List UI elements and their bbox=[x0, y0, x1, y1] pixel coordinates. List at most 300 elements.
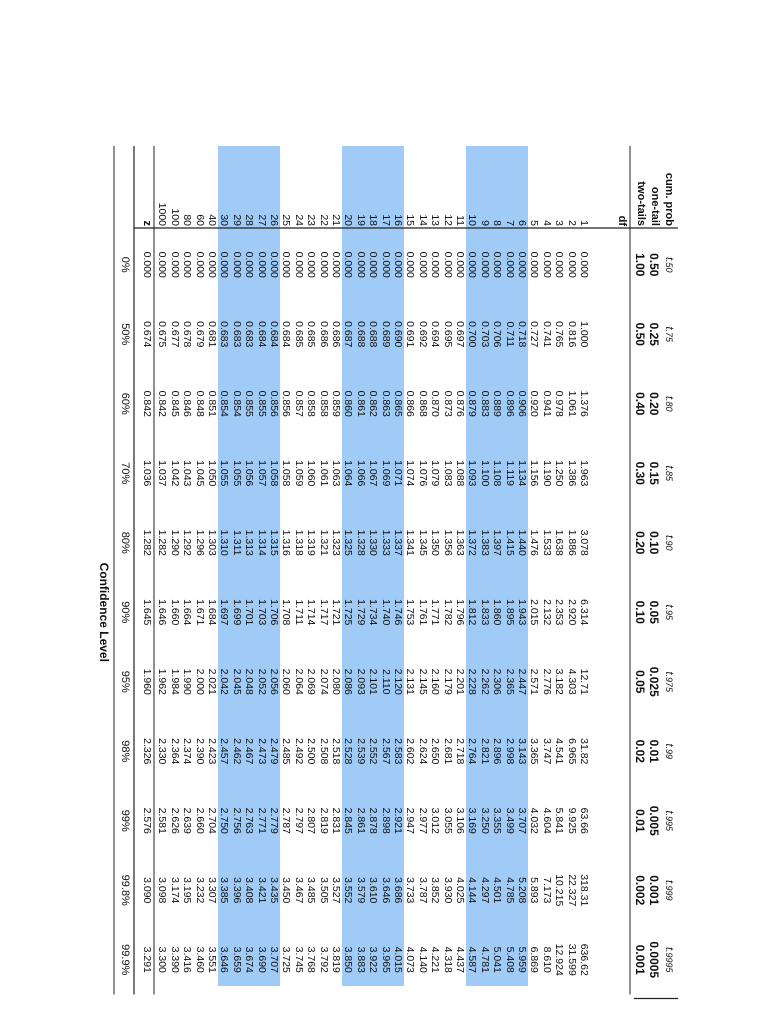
critical-value: 1.415 bbox=[503, 529, 516, 556]
critical-value: 3.390 bbox=[168, 946, 181, 973]
critical-value: 2.060 bbox=[280, 668, 293, 695]
critical-value: 1.190 bbox=[540, 460, 553, 487]
critical-value: 1.156 bbox=[528, 460, 541, 487]
critical-value: 31.599 bbox=[565, 943, 578, 976]
critical-value: 2.921 bbox=[392, 807, 404, 834]
critical-value: 1.314 bbox=[255, 529, 268, 556]
critical-value: 1.476 bbox=[528, 529, 541, 556]
critical-value: 1.043 bbox=[181, 460, 194, 487]
critical-value: 0.860 bbox=[342, 390, 355, 417]
critical-value: 3.307 bbox=[206, 877, 218, 904]
critical-value: 0.000 bbox=[578, 251, 590, 278]
critical-value: 1.061 bbox=[317, 460, 330, 487]
critical-value: 3.787 bbox=[416, 877, 429, 904]
critical-value: 2.120 bbox=[392, 668, 404, 695]
critical-value: 4.785 bbox=[503, 877, 516, 904]
two-tails-header: 0.01 bbox=[633, 809, 647, 833]
critical-value: 318.31 bbox=[578, 874, 590, 907]
critical-value: 2.500 bbox=[305, 738, 318, 765]
df-value: 11 bbox=[454, 215, 466, 226]
critical-value: 1.088 bbox=[454, 460, 466, 487]
critical-value: 0.703 bbox=[478, 321, 491, 348]
critical-value: 1.310 bbox=[218, 529, 231, 556]
critical-value: 0.688 bbox=[354, 321, 367, 348]
critical-value: 1.100 bbox=[478, 460, 491, 487]
critical-value: 2.624 bbox=[416, 738, 429, 765]
two-tails-header: 0.20 bbox=[633, 531, 647, 555]
critical-value: 2.764 bbox=[466, 738, 479, 765]
cum-prob-header bbox=[663, 257, 674, 273]
critical-value: 2.179 bbox=[441, 668, 454, 695]
cum-prob-subscript: .95 bbox=[664, 607, 674, 621]
critical-value: 2.492 bbox=[292, 738, 305, 765]
critical-value: 1.697 bbox=[218, 599, 231, 626]
cum-prob-subscript: .995 bbox=[664, 813, 674, 832]
critical-value: 2.583 bbox=[392, 738, 404, 765]
critical-value: 1.345 bbox=[416, 529, 429, 556]
critical-value: 2.093 bbox=[354, 668, 367, 695]
cum-prob-symbol: t bbox=[663, 395, 675, 400]
critical-value: 2.581 bbox=[156, 807, 169, 834]
critical-value: 5.041 bbox=[491, 946, 504, 973]
confidence-value: 95% bbox=[119, 670, 131, 693]
critical-value: 0.691 bbox=[404, 321, 417, 348]
cum-prob-header bbox=[663, 947, 674, 973]
critical-value: 3.850 bbox=[342, 946, 355, 973]
critical-value: 1.833 bbox=[478, 599, 491, 626]
critical-value: 1.440 bbox=[516, 529, 528, 556]
critical-value: 0.686 bbox=[330, 321, 342, 348]
critical-value: 0.679 bbox=[193, 321, 206, 348]
critical-value: 2.763 bbox=[243, 807, 256, 834]
critical-value: 0.000 bbox=[441, 251, 454, 278]
two-tails-label: two-tails bbox=[635, 181, 647, 226]
critical-value: 1.337 bbox=[392, 529, 404, 556]
df-value: 19 bbox=[354, 214, 367, 226]
critical-value: 2.423 bbox=[206, 738, 218, 765]
one-tail-header: 0.001 bbox=[647, 875, 661, 906]
critical-value: 1.079 bbox=[429, 460, 442, 487]
z-value: 0.000 bbox=[141, 251, 153, 278]
critical-value: 2.539 bbox=[354, 738, 367, 765]
critical-value: 0.000 bbox=[156, 251, 169, 278]
critical-value: 3.232 bbox=[193, 877, 206, 904]
critical-value: 0.870 bbox=[429, 390, 442, 417]
critical-value: 636.62 bbox=[578, 943, 590, 976]
confidence-value: 60% bbox=[119, 392, 131, 415]
critical-value: 1.671 bbox=[193, 599, 206, 626]
z-value: 1.960 bbox=[141, 668, 153, 695]
critical-value: 2.650 bbox=[429, 738, 442, 765]
critical-value: 0.861 bbox=[354, 390, 367, 417]
two-tails-header: 0.40 bbox=[633, 392, 647, 416]
critical-value: 0.816 bbox=[565, 321, 578, 348]
critical-value: 2.896 bbox=[491, 738, 504, 765]
critical-value: 1.057 bbox=[255, 460, 268, 487]
critical-value: 2.000 bbox=[193, 668, 206, 695]
one-tail-header: 0.25 bbox=[647, 322, 661, 346]
critical-value: 0.690 bbox=[392, 321, 404, 348]
critical-value: 0.000 bbox=[565, 251, 578, 278]
t-distribution-table bbox=[48, 140, 678, 1020]
critical-value: 3.819 bbox=[330, 946, 342, 973]
df-value: 9 bbox=[478, 220, 491, 226]
critical-value: 2.353 bbox=[553, 599, 566, 626]
critical-value: 1.050 bbox=[206, 460, 218, 487]
critical-value: 1.108 bbox=[491, 460, 504, 487]
critical-value: 2.787 bbox=[280, 807, 293, 834]
critical-value: 2.819 bbox=[317, 807, 330, 834]
critical-value: 2.021 bbox=[206, 668, 218, 695]
critical-value: 2.845 bbox=[342, 807, 355, 834]
critical-value: 0.941 bbox=[540, 390, 553, 417]
z-value: 2.326 bbox=[141, 738, 153, 765]
critical-value: 2.201 bbox=[454, 668, 466, 695]
critical-value: 2.626 bbox=[168, 807, 181, 834]
critical-value: 1.984 bbox=[168, 668, 181, 695]
critical-value: 1.250 bbox=[553, 460, 566, 487]
confidence-value: 98% bbox=[119, 740, 131, 763]
critical-value: 4.221 bbox=[429, 946, 442, 973]
critical-value: 0.727 bbox=[528, 321, 541, 348]
critical-value: 0.854 bbox=[230, 390, 243, 417]
cum-prob-subscript: .75 bbox=[664, 329, 674, 343]
df-value: 5 bbox=[528, 220, 541, 226]
critical-value: 2.306 bbox=[491, 668, 504, 695]
critical-value: 2.110 bbox=[379, 669, 392, 695]
critical-value: 1.383 bbox=[478, 529, 491, 556]
critical-value: 0.863 bbox=[379, 390, 392, 417]
critical-value: 0.684 bbox=[255, 321, 268, 348]
df-value: 100 bbox=[168, 208, 181, 226]
critical-value: 3.106 bbox=[454, 807, 466, 834]
critical-value: 0.686 bbox=[317, 321, 330, 348]
critical-value: 2.567 bbox=[379, 738, 392, 765]
critical-value: 1.058 bbox=[280, 460, 293, 487]
critical-value: 3.467 bbox=[292, 877, 305, 904]
critical-value: 0.000 bbox=[243, 251, 256, 278]
critical-value: 1.000 bbox=[578, 321, 590, 348]
critical-value: 2.365 bbox=[503, 668, 516, 695]
critical-value: 0.706 bbox=[491, 321, 504, 348]
critical-value: 1.746 bbox=[392, 599, 404, 626]
critical-value: 2.330 bbox=[156, 738, 169, 765]
critical-value: 2.681 bbox=[441, 738, 454, 765]
critical-value: 0.000 bbox=[466, 251, 479, 278]
critical-value: 4.318 bbox=[441, 946, 454, 973]
critical-value: 3.055 bbox=[441, 807, 454, 834]
critical-value: 0.683 bbox=[230, 321, 243, 348]
critical-value: 2.756 bbox=[230, 807, 243, 834]
critical-value: 1.056 bbox=[243, 460, 256, 487]
cum-prob-symbol: t bbox=[663, 810, 675, 814]
critical-value: 1.282 bbox=[156, 529, 169, 556]
critical-value: 1.064 bbox=[342, 460, 355, 487]
critical-value: 3.745 bbox=[292, 946, 305, 973]
critical-value: 1.093 bbox=[466, 460, 479, 487]
critical-value: 1.721 bbox=[330, 599, 342, 626]
critical-value: 1.313 bbox=[243, 529, 256, 556]
df-value: 30 bbox=[218, 214, 231, 226]
critical-value: 3.686 bbox=[392, 877, 404, 904]
confidence-value: 99.8% bbox=[119, 874, 131, 906]
critical-value: 3.965 bbox=[379, 946, 392, 973]
critical-value: 1.119 bbox=[503, 460, 516, 486]
critical-value: 2.704 bbox=[206, 807, 218, 834]
critical-value: 2.074 bbox=[317, 668, 330, 695]
critical-value: 1.296 bbox=[193, 529, 206, 556]
critical-value: 1.646 bbox=[156, 599, 169, 626]
critical-value: 0.883 bbox=[478, 390, 491, 417]
critical-value: 1.063 bbox=[330, 460, 342, 487]
critical-value: 2.048 bbox=[243, 668, 256, 695]
one-tail-header: 0.005 bbox=[647, 805, 661, 836]
critical-value: 0.000 bbox=[206, 251, 218, 278]
critical-value: 1.684 bbox=[206, 599, 218, 626]
critical-value: 4.140 bbox=[416, 946, 429, 973]
df-value: 14 bbox=[416, 214, 429, 226]
critical-value: 2.552 bbox=[367, 738, 380, 765]
critical-value: 1.311 bbox=[230, 530, 243, 556]
one-tail-header: 0.0005 bbox=[647, 941, 661, 979]
critical-value: 3.733 bbox=[404, 877, 417, 904]
critical-value: 5.893 bbox=[528, 877, 541, 904]
critical-value: 4.032 bbox=[528, 807, 541, 834]
df-value: 23 bbox=[305, 214, 318, 226]
cum-prob-subscript: .80 bbox=[664, 399, 674, 412]
critical-value: 2.776 bbox=[540, 668, 553, 695]
critical-value: 0.856 bbox=[268, 390, 280, 417]
critical-value: 3.195 bbox=[181, 877, 194, 904]
critical-value: 1.055 bbox=[230, 460, 243, 487]
critical-value: 0.873 bbox=[441, 390, 454, 417]
critical-value: 3.646 bbox=[379, 877, 392, 904]
critical-value: 9.925 bbox=[565, 807, 578, 834]
critical-value: 2.479 bbox=[268, 738, 280, 765]
critical-value: 1.708 bbox=[280, 599, 293, 626]
critical-value: 3.421 bbox=[255, 877, 268, 904]
one-tail-header: 0.50 bbox=[647, 253, 661, 277]
critical-value: 1.319 bbox=[305, 529, 318, 556]
confidence-value: 99.9% bbox=[119, 944, 131, 976]
cum-prob-subscript: .975 bbox=[664, 674, 674, 693]
critical-value: 2.660 bbox=[193, 807, 206, 834]
critical-value: 1.717 bbox=[317, 599, 330, 626]
critical-value: 3.792 bbox=[317, 946, 330, 973]
critical-value: 1.055 bbox=[218, 460, 231, 487]
critical-value: 1.753 bbox=[404, 599, 417, 626]
critical-value: 0.896 bbox=[503, 390, 516, 417]
critical-value: 0.000 bbox=[478, 251, 491, 278]
two-tails-header: 0.02 bbox=[633, 739, 647, 763]
df-value: 13 bbox=[429, 214, 442, 226]
confidence-level-label: Confidence Level bbox=[97, 562, 111, 662]
critical-value: 0.689 bbox=[379, 321, 392, 348]
critical-value: 2.518 bbox=[330, 738, 342, 765]
critical-value: 2.998 bbox=[503, 738, 516, 765]
critical-value: 1.740 bbox=[379, 599, 392, 626]
critical-value: 5.959 bbox=[516, 946, 528, 973]
df-value: 7 bbox=[503, 220, 516, 226]
critical-value: 1.328 bbox=[354, 529, 367, 556]
critical-value: 1.318 bbox=[292, 529, 305, 556]
cum-prob-subscript: .99 bbox=[664, 746, 674, 760]
critical-value: 0.000 bbox=[342, 251, 355, 278]
critical-value: 3.300 bbox=[156, 946, 169, 973]
critical-value: 1.895 bbox=[503, 599, 516, 626]
confidence-value: 50% bbox=[119, 323, 131, 346]
critical-value: 0.868 bbox=[416, 390, 429, 417]
critical-value: 0.000 bbox=[503, 251, 516, 278]
critical-value: 1.638 bbox=[553, 529, 566, 556]
critical-value: 1.725 bbox=[342, 599, 355, 626]
z-value: 2.576 bbox=[141, 807, 153, 834]
critical-value: 4.437 bbox=[454, 946, 466, 973]
critical-value: 6.314 bbox=[578, 599, 590, 626]
critical-value: 0.741 bbox=[540, 321, 553, 348]
critical-value: 3.852 bbox=[429, 877, 442, 904]
critical-value: 0.687 bbox=[342, 321, 355, 348]
critical-value: 3.552 bbox=[342, 877, 355, 904]
two-tails-header: 0.001 bbox=[633, 944, 647, 975]
critical-value: 1.330 bbox=[367, 529, 380, 556]
critical-value: 3.527 bbox=[330, 877, 342, 904]
critical-value: 2.467 bbox=[243, 738, 256, 765]
z-value: 3.090 bbox=[141, 877, 153, 904]
critical-value: 1.397 bbox=[491, 529, 504, 556]
df-value: 16 bbox=[392, 214, 404, 226]
critical-value: 5.408 bbox=[503, 946, 516, 973]
critical-value: 0.866 bbox=[404, 390, 417, 417]
critical-value: 3.768 bbox=[305, 946, 318, 973]
critical-value: 0.876 bbox=[454, 390, 466, 417]
critical-value: 1.059 bbox=[292, 460, 305, 487]
critical-value: 1.356 bbox=[441, 529, 454, 556]
critical-value: 1.316 bbox=[280, 529, 293, 556]
critical-value: 1.074 bbox=[404, 460, 417, 487]
critical-value: 1.714 bbox=[305, 599, 318, 626]
critical-value: 1.771 bbox=[429, 599, 442, 626]
critical-value: 0.862 bbox=[367, 390, 380, 417]
critical-value: 0.000 bbox=[379, 251, 392, 278]
two-tails-header: 0.10 bbox=[633, 600, 647, 624]
critical-value: 1.729 bbox=[354, 599, 367, 626]
cum-prob-symbol: t bbox=[663, 879, 675, 884]
cum-prob-symbol: t bbox=[663, 465, 675, 469]
critical-value: 2.821 bbox=[478, 738, 491, 765]
critical-value: 1.292 bbox=[181, 529, 194, 556]
critical-value: 1.303 bbox=[206, 529, 218, 556]
cum-prob-header bbox=[663, 743, 674, 759]
critical-value: 2.132 bbox=[540, 599, 553, 626]
critical-value: 1.386 bbox=[565, 460, 578, 487]
critical-value: 3.182 bbox=[553, 668, 566, 695]
critical-value: 2.878 bbox=[367, 807, 380, 834]
critical-value: 10.215 bbox=[553, 874, 566, 907]
df-value: 8 bbox=[491, 220, 504, 226]
critical-value: 0.000 bbox=[292, 251, 305, 278]
critical-value: 2.045 bbox=[230, 668, 243, 695]
critical-value: 0.000 bbox=[317, 251, 330, 278]
critical-value: 3.610 bbox=[367, 877, 380, 904]
critical-value: 0.697 bbox=[454, 321, 466, 348]
critical-value: 1.860 bbox=[491, 599, 504, 626]
critical-value: 0.677 bbox=[168, 321, 181, 348]
df-value: 21 bbox=[330, 214, 342, 226]
critical-value: 0.851 bbox=[206, 390, 218, 417]
df-value: 1 bbox=[578, 220, 590, 226]
critical-value: 2.447 bbox=[516, 668, 528, 695]
critical-value: 0.694 bbox=[429, 321, 442, 348]
critical-value: 0.000 bbox=[416, 251, 429, 278]
critical-value: 1.703 bbox=[255, 599, 268, 626]
critical-value: 2.485 bbox=[280, 738, 293, 765]
critical-value: 0.000 bbox=[528, 251, 541, 278]
critical-value: 3.747 bbox=[540, 738, 553, 765]
critical-value: 0.681 bbox=[206, 321, 218, 348]
cum-prob-header bbox=[663, 326, 674, 342]
critical-value: 0.700 bbox=[466, 321, 479, 348]
critical-value: 1.372 bbox=[466, 529, 479, 556]
critical-value: 1.962 bbox=[156, 668, 169, 695]
confidence-value: 80% bbox=[119, 531, 131, 554]
critical-value: 0.000 bbox=[404, 251, 417, 278]
critical-value: 0.000 bbox=[516, 251, 528, 278]
critical-value: 2.807 bbox=[305, 807, 318, 834]
df-value: 27 bbox=[255, 214, 268, 226]
critical-value: 12.71 bbox=[578, 668, 590, 695]
critical-value: 2.831 bbox=[330, 807, 342, 834]
one-tail-header: 0.05 bbox=[647, 600, 661, 624]
critical-value: 0.765 bbox=[553, 321, 566, 348]
df-value: 15 bbox=[404, 214, 417, 226]
critical-value: 5.841 bbox=[553, 807, 566, 834]
df-value: 26 bbox=[268, 214, 280, 226]
critical-value: 3.012 bbox=[429, 807, 442, 834]
critical-value: 0.000 bbox=[181, 251, 194, 278]
one-tail-header: 0.15 bbox=[647, 461, 661, 485]
cum-prob-symbol: t bbox=[663, 671, 675, 675]
critical-value: 3.250 bbox=[478, 807, 491, 834]
cum-prob-symbol: t bbox=[663, 534, 675, 539]
critical-value: 1.533 bbox=[540, 529, 553, 556]
critical-value: 0.683 bbox=[218, 321, 231, 348]
critical-value: 1.761 bbox=[416, 599, 429, 626]
cum-prob-subscript: .85 bbox=[664, 468, 674, 482]
critical-value: 4.604 bbox=[540, 807, 553, 834]
two-tails-header: 0.30 bbox=[633, 461, 647, 485]
z-value: 0.842 bbox=[141, 390, 153, 417]
critical-value: 1.076 bbox=[416, 460, 429, 487]
cum-prob-header bbox=[663, 880, 674, 901]
critical-value: 3.930 bbox=[441, 877, 454, 904]
critical-value: 0.000 bbox=[491, 251, 504, 278]
cum-prob-header bbox=[663, 604, 674, 620]
z-value: 1.645 bbox=[141, 599, 153, 626]
one-tail-label: one-tail bbox=[649, 186, 661, 226]
critical-value: 0.718 bbox=[516, 321, 528, 348]
one-tail-header: 0.01 bbox=[647, 739, 661, 763]
critical-value: 2.718 bbox=[454, 738, 466, 765]
cum-prob-subscript: .90 bbox=[664, 538, 674, 551]
critical-value: 4.297 bbox=[478, 877, 491, 904]
critical-value: 2.160 bbox=[429, 668, 442, 695]
df-value: 25 bbox=[280, 214, 293, 226]
critical-value: 1.963 bbox=[578, 460, 590, 487]
one-tail-header: 0.025 bbox=[647, 666, 661, 697]
critical-value: 0.858 bbox=[317, 390, 330, 417]
critical-value: 2.262 bbox=[478, 668, 491, 695]
